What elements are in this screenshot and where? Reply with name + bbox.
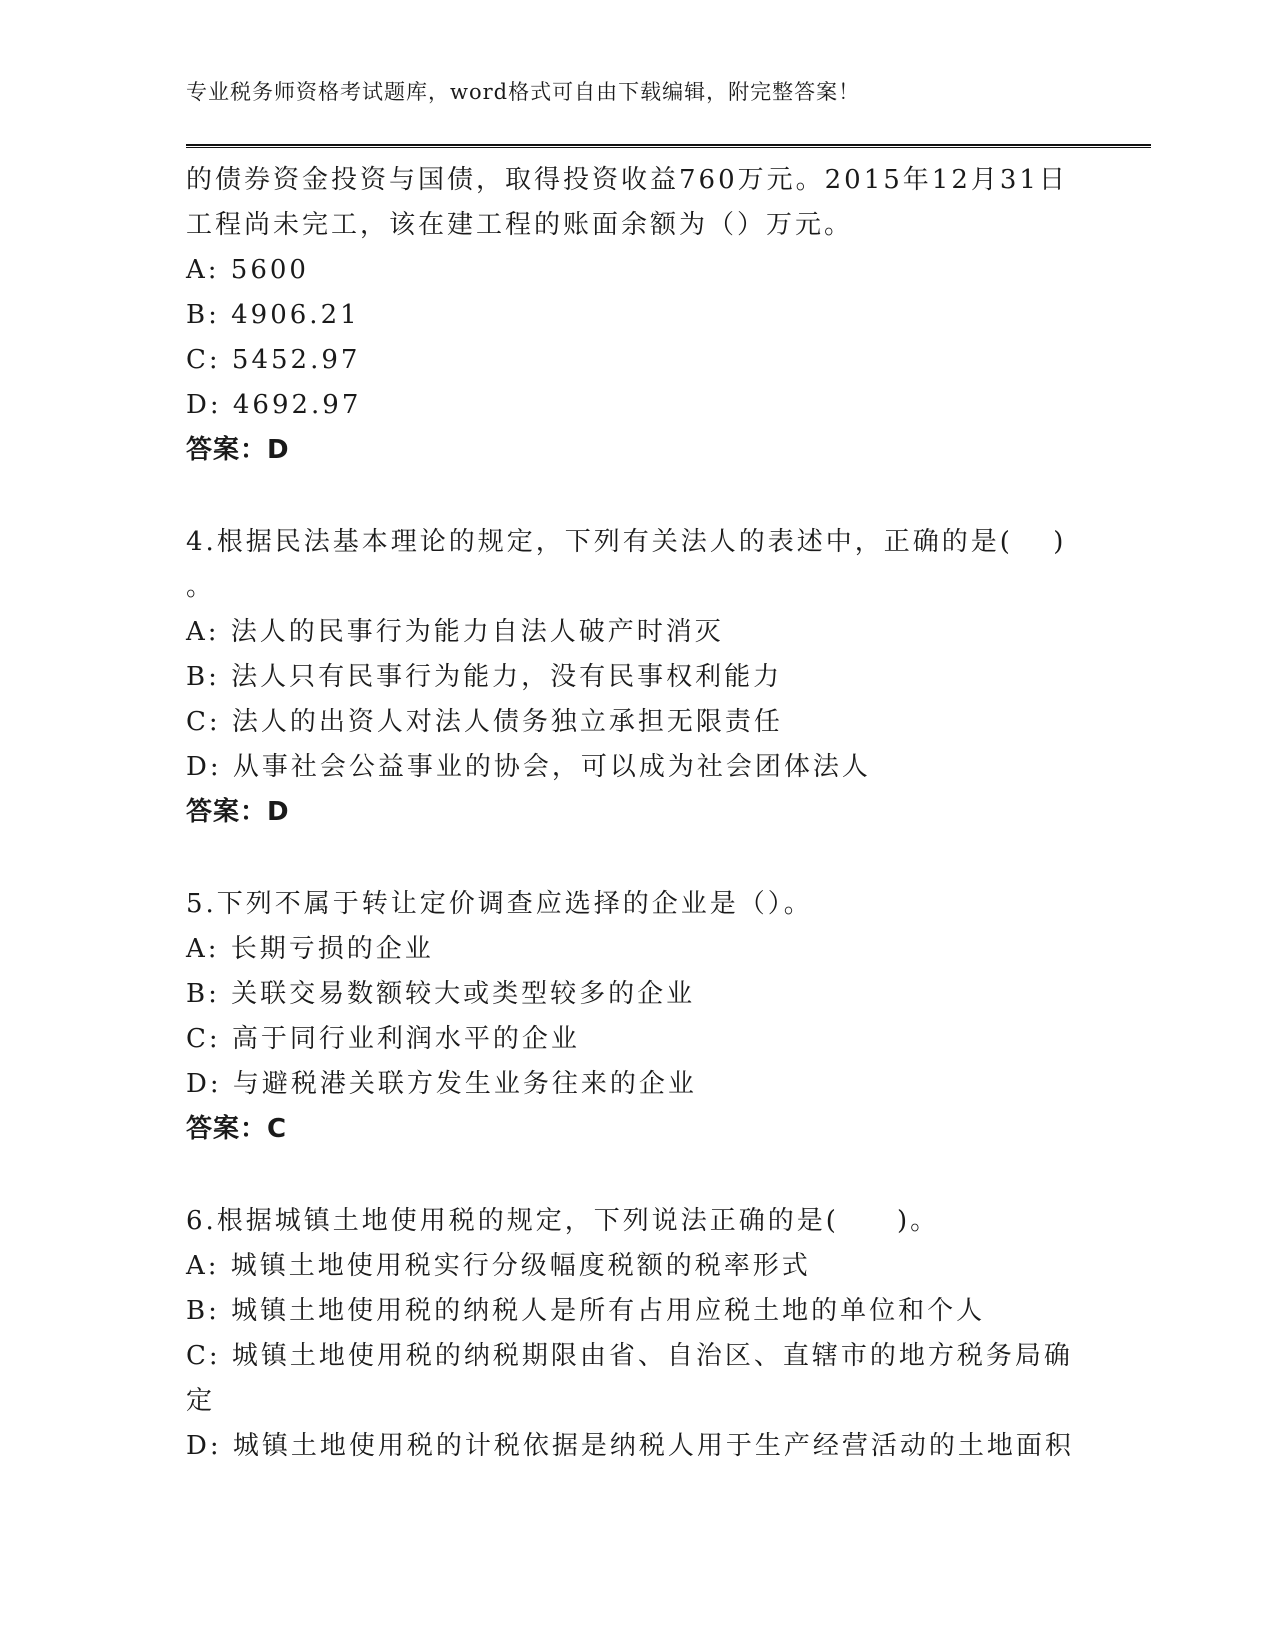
question-text-line: 6.根据城镇土地使用税的规定，下列说法正确的是( )。 xyxy=(186,1206,940,1236)
option-c: C: 5452.97 xyxy=(186,345,361,375)
answer-label: 答案：D xyxy=(186,435,290,465)
question-6-block xyxy=(186,1199,1086,1469)
option-a: A: 5600 xyxy=(186,255,309,285)
question-text-line: 工程尚未完工，该在建工程的账面余额为（）万元。 xyxy=(186,210,854,240)
question-4-block xyxy=(186,520,1086,835)
option-c: C: 法人的出资人对法人债务独立承担无限责任 xyxy=(186,707,783,737)
question-text-line: 4.根据民法基本理论的规定，下列有关法人的表述中，正确的是( ) xyxy=(186,527,1067,557)
spacer xyxy=(186,1152,1086,1199)
question-text-line: 。 xyxy=(186,572,216,602)
option-c-continuation: 定 xyxy=(186,1386,216,1416)
answer-label: 答案：D xyxy=(186,797,290,827)
option-a: A: 法人的民事行为能力自法人破产时消灭 xyxy=(186,617,724,647)
header-divider xyxy=(186,144,1151,148)
question-3-block xyxy=(186,158,1086,473)
question-text-line: 5.下列不属于转让定价调查应选择的企业是（）。 xyxy=(186,889,813,919)
option-d: D: 城镇土地使用税的计税依据是纳税人用于生产经营活动的土地面积 xyxy=(186,1431,1074,1461)
option-b: B: 法人只有民事行为能力，没有民事权利能力 xyxy=(186,662,783,692)
answer-label: 答案：C xyxy=(186,1114,288,1144)
document-body xyxy=(186,158,1086,1469)
option-d: D: 从事社会公益事业的协会，可以成为社会团体法人 xyxy=(186,752,871,782)
option-b: B: 城镇土地使用税的纳税人是所有占用应税土地的单位和个人 xyxy=(186,1296,986,1326)
option-d: D: 与避税港关联方发生业务往来的企业 xyxy=(186,1069,697,1099)
question-text-line: 的债券资金投资与国债，取得投资收益760万元。2015年12月31日 xyxy=(186,165,1068,195)
page-header: 专业税务师资格考试题库，word格式可自由下载编辑，附完整答案！ xyxy=(186,80,861,104)
spacer xyxy=(186,473,1086,520)
question-5-block xyxy=(186,882,1086,1152)
option-a: A: 城镇土地使用税实行分级幅度税额的税率形式 xyxy=(186,1251,811,1281)
spacer xyxy=(186,835,1086,882)
option-c: C: 城镇土地使用税的纳税期限由省、自治区、直辖市的地方税务局确 xyxy=(186,1341,1073,1371)
option-d: D: 4692.97 xyxy=(186,390,362,420)
option-b: B: 关联交易数额较大或类型较多的企业 xyxy=(186,979,696,1009)
option-a: A: 长期亏损的企业 xyxy=(186,934,434,964)
option-b: B: 4906.21 xyxy=(186,300,360,330)
option-c: C: 高于同行业利润水平的企业 xyxy=(186,1024,580,1054)
